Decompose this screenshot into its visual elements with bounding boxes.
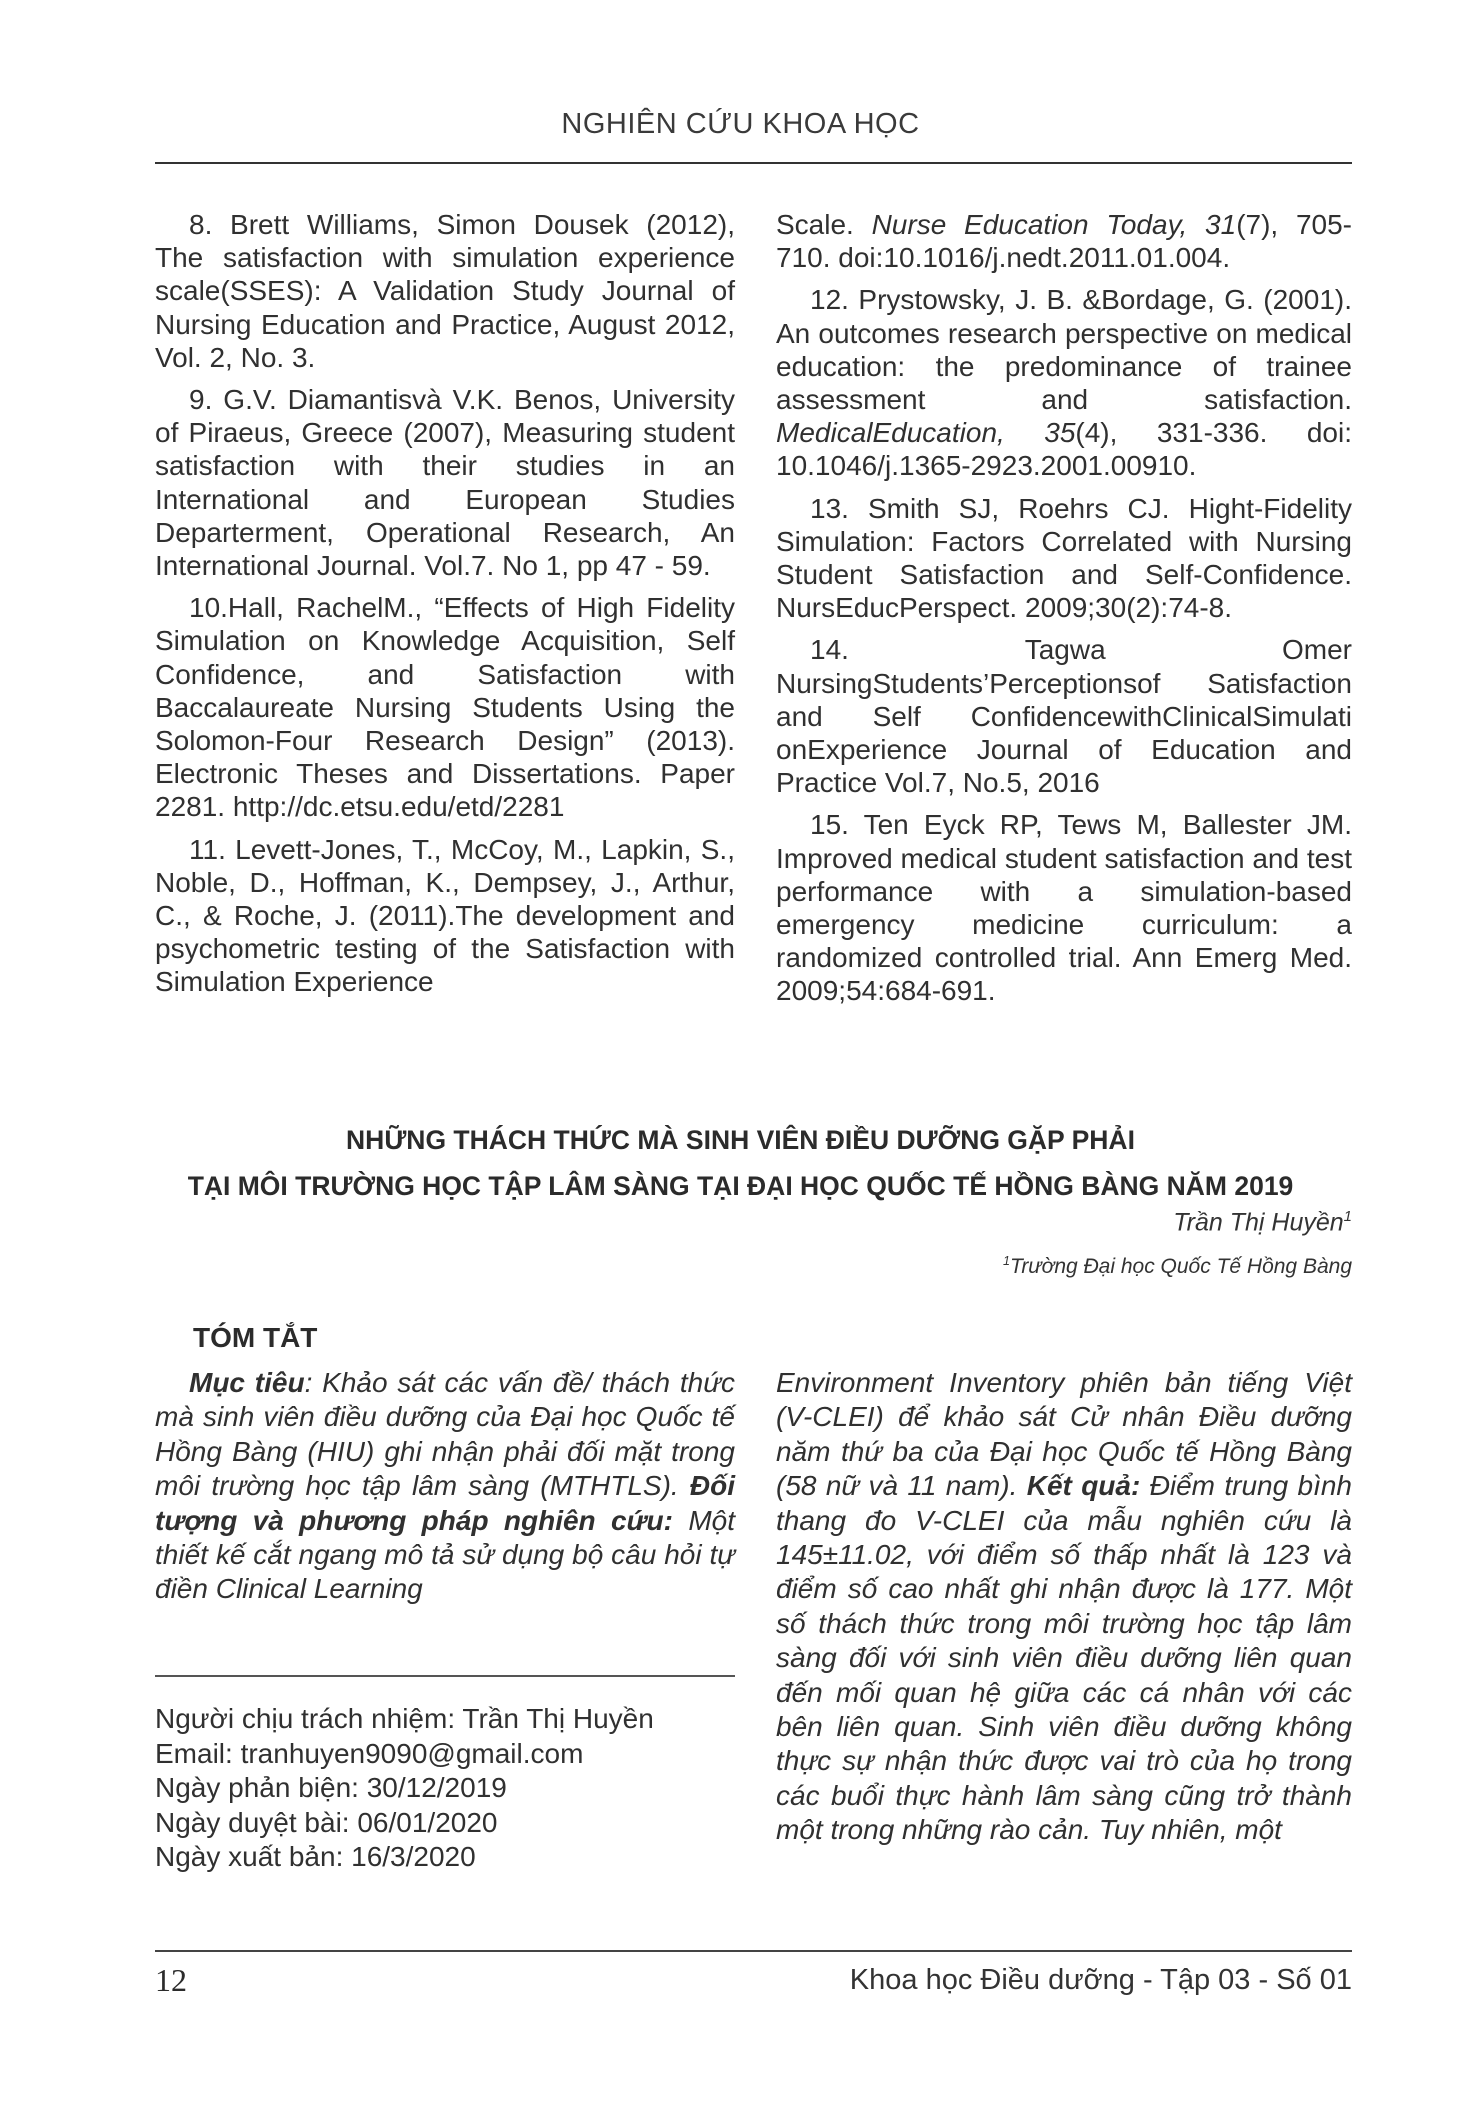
header-rule	[155, 162, 1352, 164]
reference-8: 8. Brett Williams, Simon Dousek (2012), The satisfaction with simulation experience scale(SSES): A Validation Study Journal of Nursing Education and Practice, August 2012, Vol. 2, No. 3.	[155, 209, 735, 373]
running-header: NGHIÊN CỨU KHOA HỌC	[561, 108, 920, 140]
review-date: Ngày phản biện: 30/12/2019	[155, 1772, 507, 1804]
reference-15: 15. Ten Eyck RP, Tews M, Ballester JM. Improved medical student satisfaction and test performance with a simulation-based emergency medicine curriculum: a randomized controlled trial. Ann Emerg Med. 2009;54:684-691.	[776, 809, 1352, 1007]
author: Trần Thị Huyền$^1$	[1173, 1208, 1352, 1237]
affiliation: $^1$Trường Đại học Quốc Tế Hồng Bàng	[1003, 1254, 1352, 1278]
correspondence-footnote	[155, 1702, 735, 1875]
page-number: 12	[155, 1962, 187, 1998]
article-title-line-1: NHỮNG THÁCH THỨC MÀ SINH VIÊN ĐIỀU DƯỠNG GẶP PHẢI	[346, 1125, 1135, 1155]
abstract-left-column	[155, 1366, 735, 1616]
abstract-paragraph: Mục tiêu: Khảo sát các vấn đề/ thách thức mà sinh viên điều dưỡng của Đại học Quốc tế Hồng Bàng (HIU) ghi nhận phải đối mặt trong môi trường học tập lâm sàng (MTHTLS). Đối tượng và phương pháp nghiên cứu: Một thiết kế cắt ngang mô tả sử dụng bộ câu hỏi tự điền Clinical Learning	[155, 1367, 735, 1605]
article-title-line-2: TẠI MÔI TRƯỜNG HỌC TẬP LÂM SÀNG TẠI ĐẠI HỌC QUỐC TẾ HỒNG BÀNG NĂM 2019	[187, 1171, 1294, 1201]
references-left-column	[155, 208, 735, 1008]
responsible-person: Người chịu trách nhiệm: Trần Thị Huyền	[155, 1703, 654, 1734]
abstract-right-column	[776, 1366, 1352, 1857]
references-right-column	[776, 208, 1352, 1017]
journal-name: Khoa học Điều dưỡng - Tập 03 - Số 01	[849, 1964, 1352, 1996]
reference-12: 12. Prystowsky, J. B. &Bordage, G. (2001). An outcomes research perspective on medical education: the predominance of trainee assessment and satisfaction. MedicalEducation, 35(4), 331-336. doi: 10.1046/j.1365-2923.2001.00910.	[776, 284, 1352, 482]
reference-13: 13. Smith SJ, Roehrs CJ. Hight-Fidelity Simulation: Factors Correlated with Nursing Student Satisfaction and Self-Confidence. NursEducPerspect. 2009;30(2):74-8.	[776, 492, 1352, 624]
reference-14: 14. Tagwa Omer NursingStudents’Perceptionsof Satisfaction and Self ConfidencewithClinicalSimulati onExperience Journal of Education and Practice Vol.7, No.5, 2016	[776, 634, 1352, 799]
approval-date: Ngày duyệt bài: 06/01/2020	[155, 1806, 498, 1838]
abstract-paragraph-continued: Environment Inventory phiên bản tiếng Việt (V-CLEI) để khảo sát Cử nhân Điều dưỡng năm thứ ba của Đại học Quốc tế Hồng Bàng (58 nữ và 11 nam). Kết quả: Điểm trung bình thang đo V-CLEI của mẫu nghiên cứu là 145±11.02, với điểm số thấp nhất là 123 và điểm số cao nhất ghi nhận được là 177. Một số thách thức trong môi trường học tập lâm sàng đối với sinh viên điều dưỡng liên quan đến mối quan hệ giữa các cá nhân với các bên liên quan. Sinh viên điều dưỡng không thực sự nhận thức được vai trò của họ trong các buổi thực hành lâm sàng cũng trở thành một trong những rào cản. Tuy nhiên, một	[776, 1367, 1353, 1846]
reference-10: 10.Hall, RachelM., “Effects of High Fidelity Simulation on Knowledge Acquisition, Self Confidence, and Satisfaction with Baccalaureate Nursing Students Using the Solomon-Four Research Design” (2013). Electronic Theses and Dissertations. Paper 2281. http://dc.etsu.edu/etd/2281	[155, 592, 735, 823]
reference-9: 9. G.V. Diamantisvà V.K. Benos, University of Piraeus, Greece (2007), Measuring student satisfaction with their studies in an International and European Studies Departerment, Operational Research, An International Journal. Vol.7. No 1, pp 47 - 59.	[155, 384, 735, 582]
footer-rule	[155, 1950, 1352, 1952]
methods-label: Đối tượng và phương pháp nghiên cứu:	[155, 1470, 735, 1536]
abstract-heading: TÓM TẮT	[193, 1322, 318, 1353]
results-label: Kết quả:	[1026, 1470, 1141, 1502]
footnote-rule	[155, 1675, 735, 1677]
article-title	[100, 1117, 1381, 1209]
objective-label: Mục tiêu	[189, 1367, 305, 1398]
publish-date: Ngày xuất bản: 16/3/2020	[155, 1841, 476, 1873]
email: Email: tranhuyen9090@gmail.com	[155, 1737, 584, 1769]
reference-11-continued: Scale. Nurse Education Today, 31(7), 705-710. doi:10.1016/j.nedt.2011.01.004.	[776, 209, 1352, 274]
reference-11: 11. Levett-Jones, T., McCoy, M., Lapkin, S., Noble, D., Hoffman, K., Dempsey, J., Arthur, C., & Roche, J. (2011).The development and psychometric testing of the Satisfaction with Simulation Experience	[155, 833, 735, 998]
